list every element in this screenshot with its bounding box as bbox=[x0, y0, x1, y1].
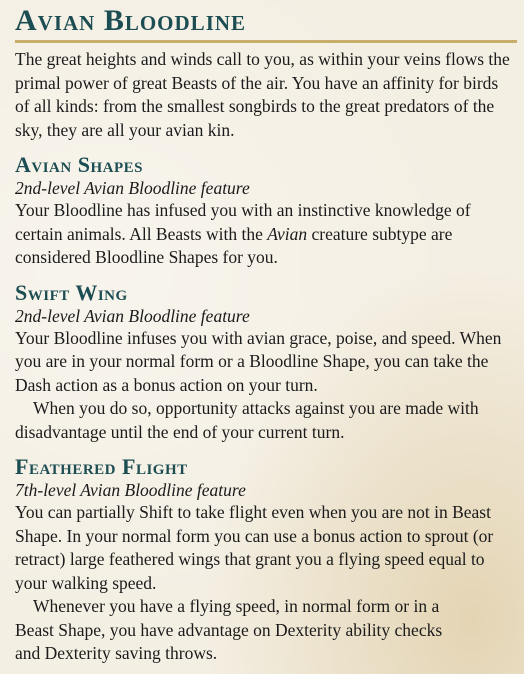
page-title: Avian Bloodline bbox=[15, 4, 247, 37]
section-avian-shapes bbox=[15, 152, 515, 270]
section-subtitle: 2nd-level Avian Bloodline feature bbox=[15, 178, 250, 198]
section-swift-wing bbox=[15, 280, 515, 445]
section-feathered-flight bbox=[15, 454, 515, 666]
document-page bbox=[15, 4, 515, 666]
emphasis-text: Avian bbox=[267, 223, 308, 244]
section-paragraph: You can partially Shift to take flight even when you are not in Beast Shape. In your normal form you can use a bonus action to sprout (or retract) large feathered wings that grant you a flying speed equal to your walking speed. bbox=[15, 502, 494, 593]
section-subtitle: 7th-level Avian Bloodline feature bbox=[15, 480, 246, 500]
section-heading: Avian Shapes bbox=[15, 152, 143, 177]
section-paragraph bbox=[15, 199, 515, 270]
section-heading: Swift Wing bbox=[15, 279, 128, 305]
section-paragraph: Your Bloodline infuses you with avian grace, poise, and speed. When you are in your normal form or a Bloodline Shape, you can take the Dash action as a bonus action on your turn. bbox=[15, 327, 502, 395]
section-subtitle: 2nd-level Avian Bloodline feature bbox=[15, 305, 250, 326]
section-paragraph: When you do so, opportunity attacks against you are made with disadvantage until the end of your current turn. bbox=[15, 398, 479, 442]
text-span: Your Bloodline has infused you with an instinctive knowledge of certain animals. All Beasts with the bbox=[15, 200, 471, 244]
text-span: creature subtype are considered Bloodline Shapes for you. bbox=[15, 223, 453, 267]
title-divider bbox=[15, 40, 517, 43]
section-paragraph: Whenever you have a flying speed, in normal form or in a Beast Shape, you have advantage on Dexterity ability checks and Dexterity saving throws. bbox=[15, 596, 443, 663]
section-heading: Feathered Flight bbox=[15, 454, 188, 479]
intro-paragraph: The great heights and winds call to you, as within your veins flows the primal power of great Beasts of the air. You have an affinity for birds of all kinds: from the smallest songbirds to the great predators of the sky, they are all your avian kin. bbox=[15, 49, 510, 140]
